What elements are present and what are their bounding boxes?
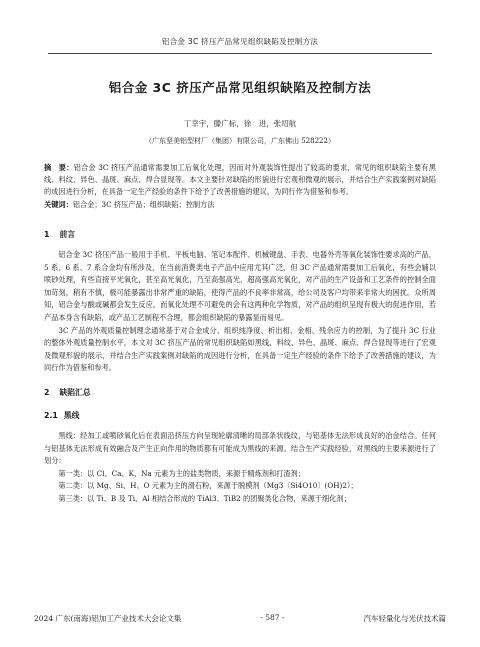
abstract-text: 铝合金 3C 挤压产品通常需要加工后氧化处理，因而对外观装饰性提出了较高的要求，常见的组织缺陷主要有黑线、料纹、异色、晶斑、麻点、焊合显现等。本文主要针对缺陷的形貌进行宏观和微观的展示，并结合生产实践案例对缺陷的成因进行分析，在具备一定生产经验的条件下给予了改善措施的建议，为同行作为借鉴和参考。 — [44, 163, 436, 196]
section-title: 前言 — [59, 230, 76, 239]
paragraph: 铝合金 3C 挤压产品一般用于手机、平板电脑、笔记本配件、机械键盘、手表、电器外壳等氧化装饰性要求高的产品，5 系、6 系、7 系合金均有所涉及，在当前消费类电子产品中应用尤其广泛，但 3C 产品通常需要加工后氧化，有些会辅以喷砂处理，有些直接平光氧化，甚至高光氧化，乃至高强高光、超高强高光氧化，对产品的生产设备和工艺条件的控制全面加苛刻，稍有不慎，极可能暴露出非常严重的缺陷，使得产品的不良率非常高，给公司及客户均带来非常大的困扰。众所周知，铝合金与酸或碱都会发生反应，而氧化处理不可避免的会有这两种化学物质，对产品的组织呈现有极大的促进作用，若产品本身含有缺陷，或产品工艺制程不合理，都会组织缺陷的暴露显而易见。 — [44, 250, 436, 322]
keywords-label: 关键词： — [44, 200, 73, 209]
keywords-text: 铝合金；3C 挤压产品；组织缺陷；控制方法 — [72, 200, 215, 209]
section-number: 1 — [44, 230, 50, 239]
section-title: 缺陷汇总 — [59, 387, 91, 397]
page-footer — [34, 613, 446, 624]
article-body — [44, 78, 436, 506]
page-number: - 587 - — [260, 613, 285, 622]
footer-proceedings: 2024 广东(南海)铝加工产业技术大会论文集 — [34, 614, 182, 623]
abstract-label: 摘 要： — [44, 163, 74, 172]
running-head: 铝合金 3C 挤压产品常见组织缺陷及控制方法 — [48, 36, 432, 54]
list-item: 第二类：以 Mg、Si、H、O 元素为主的滑石粉，来源于脱模剂（Mg3〔Si4O10〕(OH)2）； — [58, 481, 358, 491]
section-heading-2 — [44, 387, 436, 398]
article-title: 铝合金 3C 挤压产品常见组织缺陷及控制方法 — [108, 80, 372, 95]
footer-section: 汽车轻量化与光伏技术篇 — [363, 614, 446, 623]
affiliation: （广东坚美铝型材厂（集团）有限公司，广东佛山 528222） — [145, 137, 335, 145]
list-item: 第一类：以 Cl、Ca、K、Na 元素为主的盐类物质，来源于精炼剂和打渣剂； — [58, 468, 305, 478]
list-item: 第三类：以 Ti、B 及 Ti、Al 相结合形成的 TiAl3、TiB2 的团聚类化合物，来源于细化剂； — [58, 493, 351, 503]
authors: 丁幸宇，滕广标，徐 进，张绍航 — [183, 119, 297, 128]
paragraph: 黑线：经加工或喷砂氧化后在表面沿挤压方向呈现轮廓清晰的局部条状线纹，与铝基体无法形成良好的冶金结合。任何与铝基体无法形成有效融合及产生正向作用的物质都有可能成为黑线的来源。结合生产实践经验，对黑线的主要来源进行了划分： — [44, 430, 436, 466]
abstract — [44, 162, 436, 198]
keywords — [44, 199, 436, 211]
subsection-heading — [44, 410, 436, 421]
section-number: 2 — [44, 387, 50, 397]
section-heading-1 — [44, 229, 436, 240]
subsection-number: 2.1 — [44, 410, 58, 420]
paragraph: 3C 产品的外观质量控制理念通常基于对合金成分、组织纯净度、析出相、金相、残余应力的控制，为了提升 3C 行业的整体外观质量控制水平，本文对 3C 挤压产品的常见组织缺陷如黑线、料纹、异色、晶斑、麻点、焊合显现等进行了宏观及微观形貌的展示，并结合生产实践案例对缺陷的成因进行分析，在具备一定生产经验的条件下给予了改善措施的建议，为同行作为借鉴和参考。 — [44, 325, 436, 373]
subsection-title: 黑线 — [63, 410, 80, 420]
